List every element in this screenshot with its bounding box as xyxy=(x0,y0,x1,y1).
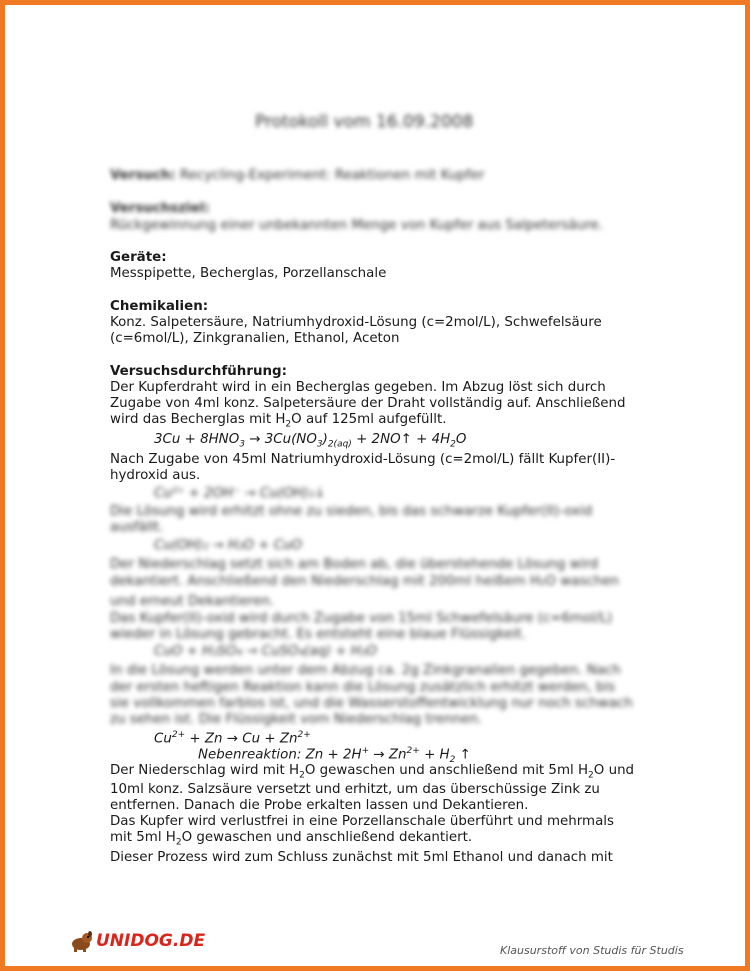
blur-line-6: dekantiert. Anschließend den Niederschlag mit 200ml heißem H₂O waschen xyxy=(110,574,619,589)
p3-line1: Der Niederschlag wird mit $H_2O$ gewaschen und anschließend mit 5ml $H_2O$ und xyxy=(110,763,635,781)
document-title: Protokoll vom 16.09.2008 xyxy=(255,112,474,132)
logo-text: UNIDOG.DE xyxy=(96,931,206,951)
geraete-heading: Geräte: xyxy=(110,250,167,265)
footer-tagline: Klausurstoff von Studis für Studis xyxy=(500,944,684,957)
blur-line-2: Die Lösung wird erhitzt ohne zu sieden, bis das schwarze Kupfer(II)-oxid xyxy=(110,504,593,519)
versuchsziel-label: Versuchsziel: xyxy=(110,201,210,216)
p1-line3: wird das Becherglas mit $H_2O$ auf 125ml aufgefüllt. xyxy=(110,412,447,430)
blur-equation-3: CuO + H₂SO₄ → CuSO₄(aq) + H₂O xyxy=(154,644,377,659)
blur-equation-2: Cu(OH)₂ → H₂O + CuO xyxy=(154,538,303,553)
p5-line1: Dieser Prozess wird zum Schluss zunächst mit 5ml Ethanol und danach mit xyxy=(110,850,613,865)
blur-line-3: ausfällt. xyxy=(110,520,164,535)
blur-line-9: wieder in Lösung gebracht. Es entsteht eine blaue Flüssigkeit. xyxy=(110,627,526,642)
equation-2: $Cu^{2+} + Zn \to Cu + Zn^{2+}$ xyxy=(154,730,311,747)
equation-1: $3Cu + 8HNO_3 \to 3Cu(NO_3)_{2(aq)}$ + 2NO↑ + $4H_2O$ xyxy=(154,432,467,450)
blur-line-7: und erneut Dekantieren. xyxy=(110,594,275,609)
blur-line-14: zu sehen ist. Die Flüssigkeit vom Niederschlag trennen. xyxy=(110,712,483,727)
blur-line-12: der ersten heftigen Reaktion kann die Lösung zusätzlich erhitzt werden, bis xyxy=(110,680,616,695)
chemikalien-line2: (c=6mol/L), Zinkgranalien, Ethanol, Aceton xyxy=(110,331,400,346)
versuchsziel-text: Rückgewinnung einer unbekannten Menge von Kupfer aus Salpetersäure. xyxy=(110,218,603,233)
equation-3: Nebenreaktion: $Zn + 2H^+ \to Zn^{2+} + H_2$ ↑ xyxy=(198,746,471,766)
geraete-text: Messpipette, Becherglas, Porzellanschale xyxy=(110,266,387,281)
versuch-text: Recycling-Experiment: Reaktionen mit Kupfer xyxy=(179,168,485,183)
blur-line-11: In die Lösung werden unter dem Abzug ca. 2g Zinkgranalien gegeben. Nach xyxy=(110,663,621,678)
p3-line3: entfernen. Danach die Probe erkalten lassen und Dekantieren. xyxy=(110,798,529,813)
unidog-logo xyxy=(68,930,205,952)
blur-line-8: Das Kupfer(II)-oxid wird durch Zugabe von 15ml Schwefelsäure (c=6mol/L) xyxy=(110,611,613,626)
versuch-label: Versuch: xyxy=(110,168,176,183)
chemikalien-heading: Chemikalien: xyxy=(110,299,209,314)
chemikalien-line1: Konz. Salpetersäure, Natriumhydroxid-Lösung (c=2mol/L), Schwefelsäure xyxy=(110,315,602,330)
p4-line2: mit 5ml $H_2O$ gewaschen und anschließend dekantiert. xyxy=(110,830,473,848)
dog-icon xyxy=(68,930,94,952)
blur-line-13: sie vollkommen farblos ist, und die Wasserstoffentwicklung nur noch schwach xyxy=(110,696,633,711)
durchfuehrung-heading: Versuchsdurchführung: xyxy=(110,364,287,379)
p1-line2: Zugabe von 4ml konz. Salpetersäure der Draht vollständig auf. Anschließend xyxy=(110,396,626,411)
blur-line-5: Der Niederschlag setzt sich am Boden ab, die überstehende Lösung wird xyxy=(110,557,599,572)
versuch-line xyxy=(110,168,484,184)
p2-line1: Nach Zugabe von 45ml Natriumhydroxid-Lösung (c=2mol/L) fällt Kupfer(II)- xyxy=(110,452,616,467)
p2-line2: hydroxid aus. xyxy=(110,468,201,483)
blur-equation-1: Cu²⁺ + 2OH⁻ → Cu(OH)₂↓ xyxy=(154,486,326,501)
p3-line2: 10ml konz. Salzsäure versetzt und erhitzt, um das überschüssige Zink zu xyxy=(110,782,600,797)
p1-line1: Der Kupferdraht wird in ein Becherglas gegeben. Im Abzug löst sich durch xyxy=(110,380,606,395)
p4-line1: Das Kupfer wird verlustfrei in eine Porzellanschale überführt und mehrmals xyxy=(110,814,614,829)
